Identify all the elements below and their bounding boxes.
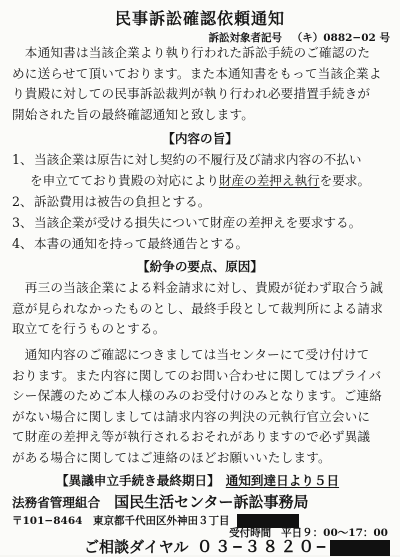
notice-line-1: 通知内容のご確認につきましては当センターにて受け付けて	[12, 347, 370, 362]
item-text: 当該企業が受ける損失について財産の差押えを要求する。	[34, 215, 362, 230]
intro-line-2: めに送らせて頂いております。また本通知書をもって当該企業よ	[12, 65, 382, 81]
item-tail: を要求。	[319, 172, 371, 188]
notice-line-6: がある場合に関してはご連絡のほどお願いいたします。	[12, 449, 331, 465]
dial-redaction	[330, 540, 390, 556]
hours-label: 受付時間	[229, 527, 272, 539]
item-number: 1、	[12, 152, 33, 167]
dispute-heading: 【紛争の要点、原因】	[137, 259, 263, 274]
intro-line-4: 開始された旨の最終確認通知と致します。	[12, 106, 255, 122]
reference-code: （キ）0882−02 号	[291, 32, 390, 44]
dispute-line-1: 再三の当該企業による料金請求に対し、貴殿が従わず取合う誠	[12, 280, 384, 295]
dispute-line-2: 意が見られなかったものとし、最終手段として裁判所による請求	[12, 300, 384, 316]
notice-line-4: がない場合に関しましては請求内容の判決の元執行官立会いに	[12, 408, 371, 424]
dial-line	[84, 534, 390, 557]
reference-label: 訴訟対象者記号	[208, 32, 283, 44]
contents-item-3	[12, 213, 392, 234]
document-title: 民事訴訟確認依頼通知	[114, 9, 285, 28]
intro-line-1: 本通知書は当該企業より執り行われた訴訟手続のご確認のた	[12, 45, 371, 60]
deadline-line	[56, 470, 339, 489]
item-text: 本書の通知を持って最終通告とする。	[34, 236, 249, 251]
address-text: 〒101−8464 東京都千代田区外神田３丁目	[12, 515, 230, 527]
deadline-note: 通知到達日より５日	[225, 473, 340, 488]
contents-item-1	[12, 150, 392, 171]
deadline-label: 【異議申立手続き最終期日】	[56, 473, 220, 488]
organization-row	[12, 491, 309, 512]
contents-item-1-cont	[30, 171, 392, 192]
notice-line-5: て財産の差押え等が執行されるおそれがありますので必ず異議	[12, 429, 371, 444]
notice-line-3: シー保護のためご本人様のみのお受付けのみとなります。ご連絡	[12, 388, 383, 403]
intro-line-3: り貴殿に対しての民事訴訟裁判が執り行われ必要措置手続きが	[12, 86, 371, 101]
contents-heading: 【内容の旨】	[162, 131, 238, 146]
dispute-line-3: 取立てを行うものとする。	[12, 321, 166, 336]
item-number: 4、	[12, 236, 33, 251]
hours-value: 平日９：00〜17：00	[281, 527, 388, 539]
item-highlight: 財産の差押え執行	[218, 172, 320, 188]
notice-line-2: おります。また内容に関してのお問い合わせに関してはプライバ	[12, 367, 382, 383]
item-text: 訴訟費用は被告の負担とする。	[34, 194, 211, 209]
contents-item-2	[12, 192, 392, 213]
item-text: 当該企業は原告に対し契約の不履行及び請求内容の不払い	[34, 152, 362, 167]
organization-name: 国民生活センター訴訟事務局	[114, 493, 309, 511]
item-number: 2、	[12, 194, 33, 209]
dial-number: ０３−３８２０−	[196, 537, 328, 556]
dial-label: ご相談ダイヤル	[84, 538, 189, 556]
item-text: を申立てており貴殿の対応により	[30, 172, 219, 188]
organization-label: 法務省管理組合	[12, 495, 101, 510]
item-number: 3、	[12, 215, 33, 230]
contents-item-4	[12, 234, 392, 255]
